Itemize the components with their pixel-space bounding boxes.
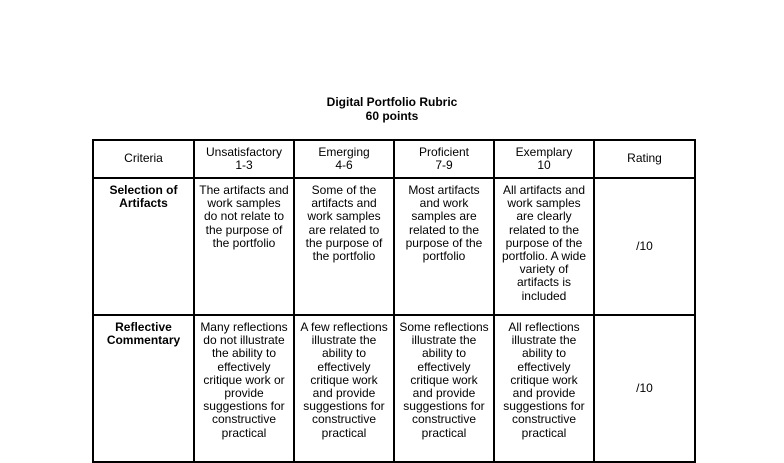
emerging-cell: Some of the artifacts and work samples are related to the purpose of the portfolio (294, 178, 394, 315)
header-proficient: Proficient 7-9 (394, 140, 494, 178)
document-subtitle: 60 points (365, 109, 419, 123)
criteria-cell: Selection of Artifacts (93, 178, 194, 315)
document-title: Digital Portfolio Rubric (326, 95, 458, 109)
table-row (93, 315, 695, 462)
header-rating: Rating (594, 140, 695, 178)
header-exemplary: Exemplary 10 (494, 140, 594, 178)
table-row (93, 178, 695, 315)
header-unsatisfactory: Unsatisfactory 1-3 (194, 140, 294, 178)
unsatisfactory-cell: Many reflections do not illustrate the ability to effectively critique work or provide suggestions for constructive practical (194, 315, 294, 462)
unsatisfactory-cell: The artifacts and work samples do not relate to the purpose of the portfolio (194, 178, 294, 315)
rubric-table (92, 139, 696, 463)
criteria-cell: Reflective Commentary (93, 315, 194, 462)
exemplary-cell: All artifacts and work samples are clearly related to the purpose of the portfolio. A wide variety of artifacts is included (494, 178, 594, 315)
exemplary-cell: All reflections illustrate the ability to effectively critique work and provide suggestions for constructive practical (494, 315, 594, 462)
header-row (93, 140, 695, 178)
header-criteria: Criteria (93, 140, 194, 178)
rating-cell: /10 (594, 315, 695, 462)
proficient-cell: Some reflections illustrate the ability to effectively critique work and provide suggestions for constructive practical (394, 315, 494, 462)
document-heading (0, 95, 784, 123)
header-emerging: Emerging 4-6 (294, 140, 394, 178)
rating-cell: /10 (594, 178, 695, 315)
proficient-cell: Most artifacts and work samples are related to the purpose of the portfolio (394, 178, 494, 315)
emerging-cell: A few reflections illustrate the ability to effectively critique work and provide suggestions for constructive practical (294, 315, 394, 462)
